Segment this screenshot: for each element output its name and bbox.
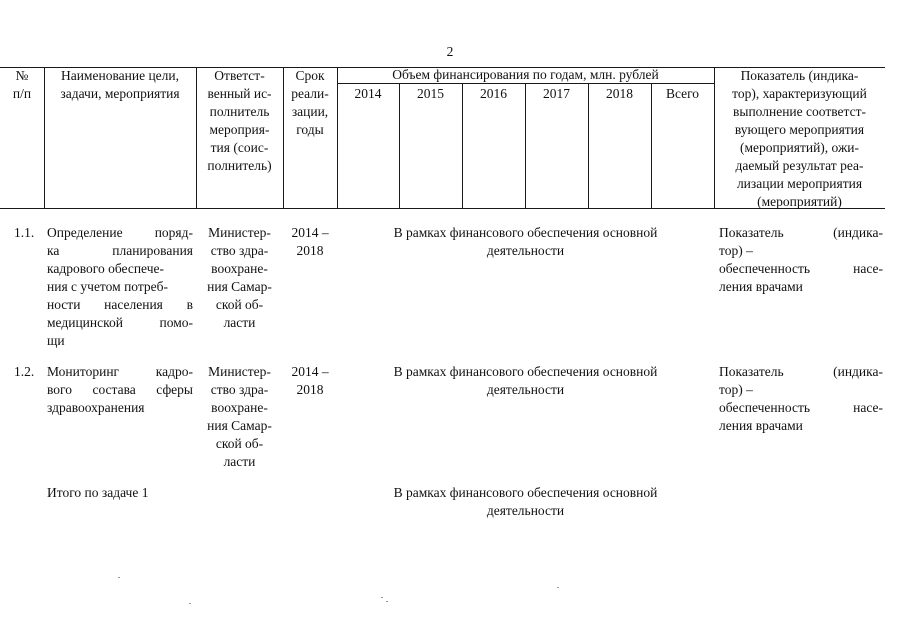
row-term: 2014 – 2018 <box>291 364 329 397</box>
row-name-line: Определение поряд- <box>47 225 193 240</box>
row-number: 1.2. <box>14 364 35 379</box>
row-responsible: Министер- ство здра- воохране- ния Самар- ской об- ласти <box>207 225 272 330</box>
row-name-line: ка планирования <box>47 243 193 258</box>
row-funding: В рамках финансового обеспечения основной деятельности <box>393 364 658 397</box>
row-name-line: кадрового обеспече- <box>47 261 164 276</box>
scan-speck <box>189 603 191 604</box>
total-label: Итого по задаче 1 <box>47 485 149 500</box>
row-indicator-line: ления врачами <box>719 418 803 433</box>
row-indicator-line: тор) – <box>719 243 753 258</box>
row-name-line: Мониторинг кадро- <box>47 364 193 379</box>
row-indicator-line: обеспеченность насе- <box>719 261 883 276</box>
header-indicator: Показатель (индика- тор), характеризующий выполнение соответст- вующего мероприятия (мероприятий), ожи- даемый результат реа- лизации мероприятия (мероприятий) <box>732 68 867 209</box>
row-funding: В рамках финансового обеспечения основной деятельности <box>393 225 658 258</box>
row-name-line: вого состава сферы <box>47 382 193 397</box>
row-indicator-line: ления врачами <box>719 279 803 294</box>
row-indicator <box>719 224 883 296</box>
total-funding: В рамках финансового обеспечения основной деятельности <box>393 485 658 518</box>
header-year-2017: 2017 <box>543 86 570 101</box>
row-indicator-line: обеспеченность насе- <box>719 400 883 415</box>
row-responsible: Министер- ство здра- воохране- ния Самар- ской об- ласти <box>207 364 272 469</box>
scan-speck <box>381 597 383 598</box>
header-funding-title: Объем финансирования по годам, млн. рублей <box>392 67 659 82</box>
row-name <box>47 224 193 350</box>
header-total: Всего <box>665 86 700 101</box>
row-name-line: медицинской помо- <box>47 315 193 330</box>
row-number: 1.1. <box>14 225 35 240</box>
row-indicator <box>719 363 883 435</box>
header-term: Срок реали- зации, годы <box>291 68 329 137</box>
row-indicator-line: Показатель (индика- <box>719 364 883 379</box>
header-year-2014: 2014 <box>354 86 382 101</box>
row-name-line: здравоохранения <box>47 400 145 415</box>
page-number: 2 <box>446 44 454 59</box>
header-year-2015: 2015 <box>417 86 444 101</box>
scan-speck <box>557 587 559 588</box>
row-name-line: ности населения в <box>47 297 193 312</box>
header-responsible: Ответст- венный ис- полнитель мероприя- тия (соис- полнитель) <box>207 68 272 173</box>
header-num: № п/п <box>12 68 32 101</box>
scan-speck <box>386 601 388 602</box>
header-name: Наименование цели, задачи, мероприятия <box>60 68 180 101</box>
row-name-line: щи <box>47 333 65 348</box>
header-year-2018: 2018 <box>606 86 633 101</box>
row-name <box>47 363 193 417</box>
row-indicator-line: Показатель (индика- <box>719 225 883 240</box>
scan-speck <box>118 577 120 578</box>
row-term: 2014 – 2018 <box>291 225 329 258</box>
header-year-2016: 2016 <box>480 86 507 101</box>
row-name-line: ния с учетом потреб- <box>47 279 169 294</box>
row-indicator-line: тор) – <box>719 382 753 397</box>
